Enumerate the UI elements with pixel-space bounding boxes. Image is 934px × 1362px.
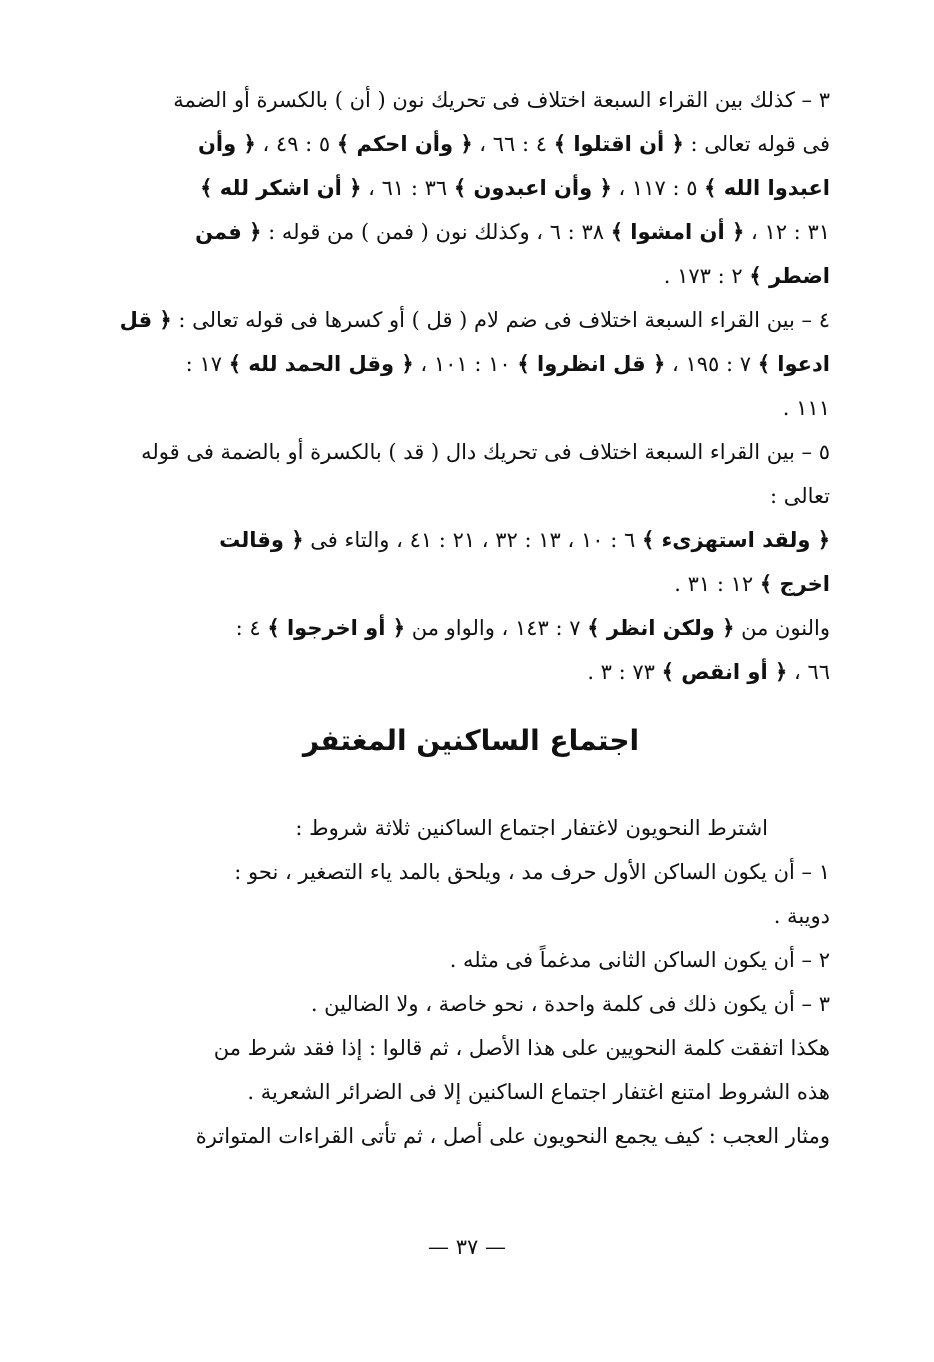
line-text: ١٠ : ١٠١ ،: [413, 352, 518, 376]
line-text: ٥ : ٤٩ ،: [255, 132, 337, 156]
quran-quote: اضطر ﴾: [749, 264, 830, 288]
line-text: اشترط النحويون لاغتفار اجتماع الساكنين ثلاثة شروط :: [295, 816, 768, 840]
page-body: [112, 78, 830, 1158]
line-text: ٥ – بين القراء السبعة اختلاف فى تحريك دال ( قد ) بالكسرة أو بالضمة فى قوله: [141, 440, 830, 464]
text-line: [112, 1026, 830, 1070]
line-text: ومثار العجب : كيف يجمع النحويون على أصل ، ثم تأتى القراءات المتواترة: [195, 1124, 830, 1148]
line-text: ٣ – أن يكون ذلك فى كلمة واحدة ، نحو خاصة ، ولا الضالين .: [310, 992, 830, 1016]
qiraat-examples: [112, 78, 830, 694]
quran-quote: ﴿ أو اخرجوا ﴾: [267, 616, 406, 640]
quran-quote: ﴿ وأن احكم ﴾: [336, 132, 473, 156]
line-text: ٣٨ : ٦ ، وكذلك نون ( فمن ) من قوله :: [261, 220, 611, 244]
text-line: [112, 894, 830, 938]
line-text: ٤ – بين القراء السبعة اختلاف فى ضم لام ( قل ) أو كسرها فى قوله تعالى :: [171, 308, 830, 332]
text-line: [112, 562, 830, 606]
text-line: [112, 518, 830, 562]
line-text: هذه الشروط امتنع اغتفار اجتماع الساكنين إلا فى الضرائر الشعرية .: [247, 1080, 830, 1104]
quran-quote: ﴿ قل انظروا ﴾: [517, 352, 666, 376]
conditions-section: [112, 806, 830, 1158]
line-text: تعالى :: [769, 484, 830, 508]
line-text: والنون من: [734, 616, 830, 640]
page-number: — ٣٧ —: [428, 1235, 506, 1259]
text-line: [112, 166, 830, 210]
line-text: ١١١ .: [782, 396, 830, 420]
text-line: [112, 474, 830, 518]
line-text: ٢ : ١٧٣ .: [663, 264, 750, 288]
line-text: ٧ : ١٤٣ ، والواو من: [405, 616, 588, 640]
line-text: ٣٦ : ٦١ ،: [361, 176, 454, 200]
quran-quote: ﴿ وأن: [197, 132, 256, 156]
line-text: دويبة .: [773, 904, 830, 928]
text-line: [112, 254, 830, 298]
line-text: هكذا اتفقت كلمة النحويين على هذا الأصل ، ثم قالوا : إذا فقد شرط من: [213, 1036, 830, 1060]
text-line: [112, 430, 830, 474]
quran-quote: ﴿ قل: [119, 308, 172, 332]
quran-quote: ﴿ وقل الحمد لله ﴾: [228, 352, 414, 376]
quran-quote: ﴿ أن اشكر لله ﴾: [200, 176, 362, 200]
text-line: [112, 1070, 830, 1114]
quran-quote: ﴿ أو انقص ﴾: [661, 660, 788, 684]
text-line: [112, 650, 830, 694]
quran-quote: ﴿ ولقد استهزىء ﴾: [641, 528, 830, 552]
quran-quote: ﴿ أن اقتلوا ﴾: [553, 132, 684, 156]
quran-quote: اخرج ﴾: [759, 572, 830, 596]
line-text: ٦٦ ،: [787, 660, 830, 684]
quran-quote: ﴿ ولكن انظر ﴾: [587, 616, 735, 640]
line-text: ٤ : ٦٦ ،: [472, 132, 554, 156]
line-text: ٧٣ : ٣ .: [587, 660, 662, 684]
line-text: فى قوله تعالى :: [683, 132, 830, 156]
text-line: [112, 78, 830, 122]
quran-quote: اعبدوا الله ﴾: [704, 176, 830, 200]
line-text: ٧ : ١٩٥ ،: [665, 352, 758, 376]
quran-quote: ﴿ وقالت: [219, 528, 304, 552]
text-line: [112, 1114, 830, 1158]
line-text: ٦ : ١٠ ، ١٣ : ٣٢ ، ٢١ : ٤١ ، والتاء فى: [303, 528, 642, 552]
line-text: ١٢ : ٣١ .: [674, 572, 760, 596]
text-line: [112, 850, 830, 894]
quran-quote: ﴿ فمن: [195, 220, 262, 244]
text-line: [112, 210, 830, 254]
line-text: ٥ : ١١٧ ،: [611, 176, 705, 200]
quran-quote: ادعوا ﴾: [757, 352, 830, 376]
text-line: [112, 606, 830, 650]
text-line: [112, 342, 830, 386]
line-text: ١ – أن يكون الساكن الأول حرف مد ، ويلحق بالمد ياء التصغير ، نحو :: [234, 860, 830, 884]
text-line: [112, 806, 830, 850]
line-text: ٣١ : ١٢ ،: [744, 220, 830, 244]
line-text: ٢ – أن يكون الساكن الثانى مدغماً فى مثله .: [449, 948, 830, 972]
line-text: ٤ :: [235, 616, 268, 640]
text-line: [112, 938, 830, 982]
text-line: [112, 122, 830, 166]
quran-quote: ﴿ أن امشوا ﴾: [610, 220, 745, 244]
line-text: ٣ – كذلك بين القراء السبعة اختلاف فى تحريك نون ( أن ) بالكسرة أو الضمة: [173, 88, 830, 112]
text-line: [112, 298, 830, 342]
line-text: ١٧ :: [185, 352, 229, 376]
section-heading: اجتماع الساكنين المغتفر: [302, 724, 640, 757]
quran-quote: ﴿ وأن اعبدون ﴾: [453, 176, 612, 200]
text-line: [112, 386, 830, 430]
text-line: [112, 982, 830, 1026]
